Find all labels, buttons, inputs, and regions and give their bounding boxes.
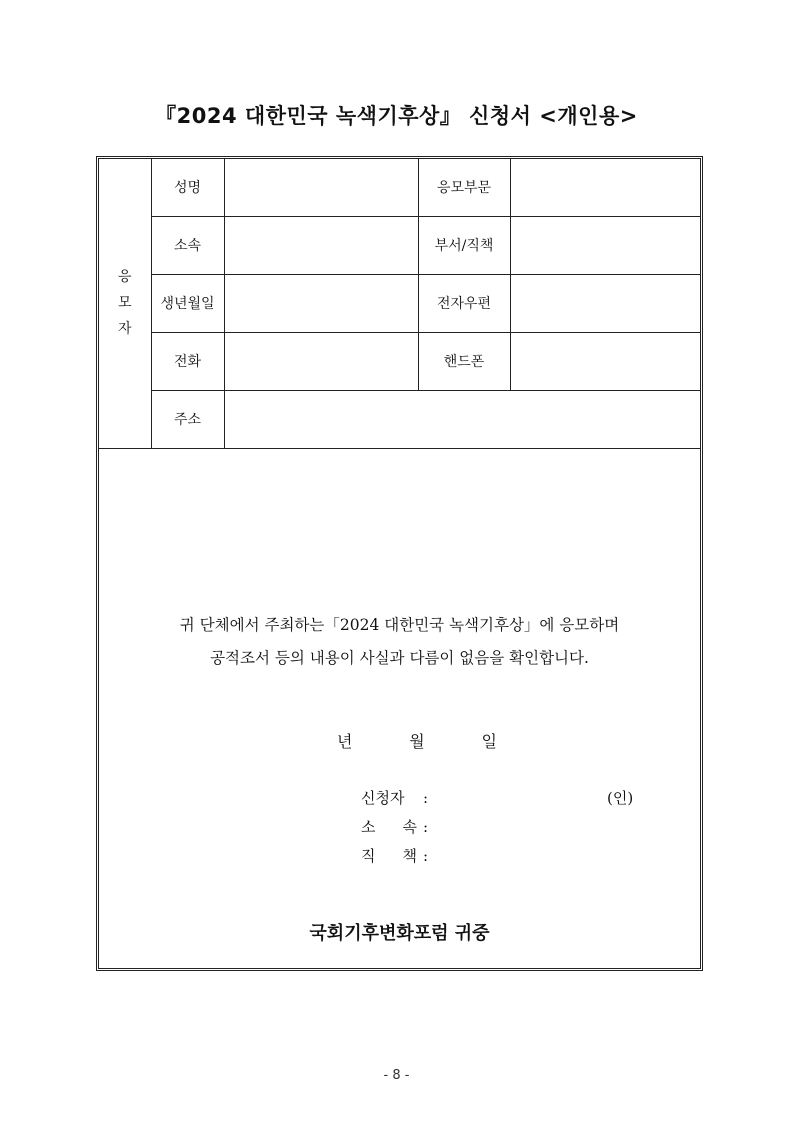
- mobile-label: 핸드폰: [418, 332, 510, 390]
- phone-label: 전화: [151, 332, 224, 390]
- side-label-char: 자: [117, 321, 132, 338]
- month-label: 월: [409, 732, 425, 751]
- position-signature-row: [361, 845, 428, 866]
- birthdate-label: 생년월일: [151, 274, 224, 332]
- side-label-char: 모: [117, 295, 132, 312]
- colon: :: [423, 847, 429, 865]
- name-label: 성명: [151, 159, 224, 216]
- colon: :: [423, 818, 429, 836]
- day-label: 일: [481, 732, 497, 751]
- affiliation-sign-label: 소 속: [361, 818, 417, 836]
- applicant-info-table: [99, 159, 700, 449]
- affiliation-field[interactable]: [224, 216, 418, 274]
- side-label-char: 응: [117, 269, 132, 286]
- mobile-field[interactable]: [510, 332, 700, 390]
- declaration-line-1: 귀 단체에서 주최하는「2024 대한민국 녹색기후상」에 응모하며: [179, 616, 620, 634]
- applicant-label: 신청자: [361, 789, 405, 807]
- email-field[interactable]: [510, 274, 700, 332]
- email-label: 전자우편: [418, 274, 510, 332]
- name-field[interactable]: [224, 159, 418, 216]
- address-label: 주소: [151, 390, 224, 448]
- declaration-line-2: 공적조서 등의 내용이 사실과 다름이 없음을 확인합니다.: [210, 649, 589, 667]
- date-line: [337, 729, 497, 752]
- applicant-section-label: [99, 159, 151, 448]
- page-number: - 8 -: [383, 1068, 410, 1083]
- department-position-label: 부서/직책: [418, 216, 510, 274]
- application-form: [96, 156, 703, 971]
- seal-mark: (인): [607, 789, 634, 807]
- address-field[interactable]: [224, 390, 700, 448]
- page-title: 『2024 대한민국 녹색기후상』 신청서 <개인용>: [155, 104, 638, 128]
- colon: :: [423, 789, 429, 807]
- phone-field[interactable]: [224, 332, 418, 390]
- birthdate-field[interactable]: [224, 274, 418, 332]
- affiliation-signature-row: [361, 816, 428, 837]
- department-position-field[interactable]: [510, 216, 700, 274]
- affiliation-label: 소속: [151, 216, 224, 274]
- category-label: 응모부문: [418, 159, 510, 216]
- position-sign-label: 직 책: [361, 847, 417, 865]
- recipient: 국회기후변화포럼 귀중: [309, 923, 490, 944]
- category-field[interactable]: [510, 159, 700, 216]
- applicant-signature-row: [361, 787, 428, 808]
- year-label: 년: [337, 732, 353, 751]
